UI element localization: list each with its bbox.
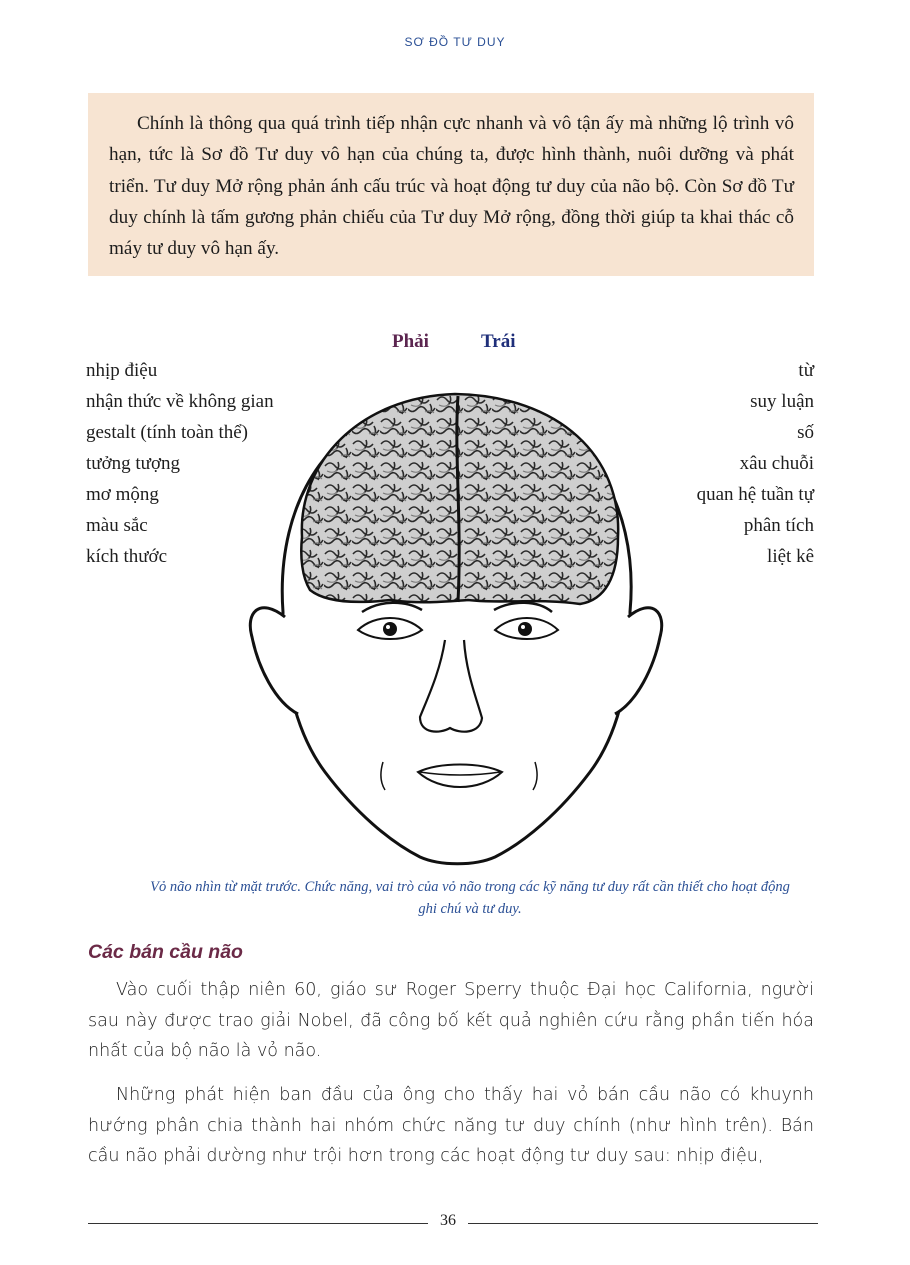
function-item: liệt kê [767, 546, 814, 567]
body-paragraph: Những phát hiện ban đầu của ông cho thấy hai vỏ bán cầu não có khuynh hướng phân chia thành hai nhóm chức năng tư duy chính (như hình trên). Bán cầu não phải dường như trội hơn trong các hoạt động tư duy sau: nhịp điệu, [88, 1085, 814, 1166]
head-brain-illustration [240, 372, 670, 872]
callout-box [88, 93, 814, 276]
function-item: suy luận [750, 391, 814, 412]
left-hemisphere-function-list [697, 355, 814, 572]
function-item: xâu chuỗi [739, 453, 814, 474]
running-head: SƠ ĐỒ TƯ DUY [404, 35, 506, 49]
footer-rule [88, 1223, 428, 1224]
page-footer [88, 1210, 818, 1234]
right-hemisphere-label: Phải [392, 331, 429, 352]
function-item: tưởng tượng [86, 453, 180, 474]
left-hemisphere-label: Trái [481, 331, 516, 352]
function-item: mơ mộng [86, 484, 159, 505]
function-item: kích thước [86, 546, 168, 567]
figure-caption: Vỏ não nhìn từ mặt trước. Chức năng, vai trò của vỏ não trong các kỹ năng tư duy rất cần thiết cho hoạt động ghi chú và tư duy. [150, 879, 790, 917]
footer-rule [468, 1223, 818, 1224]
page-number: 36 [440, 1212, 456, 1229]
function-item: số [797, 422, 814, 443]
function-item: từ [798, 360, 814, 381]
function-item: màu sắc [86, 515, 148, 536]
function-item: gestalt (tính toàn thể) [86, 422, 248, 443]
callout-text: Chính là thông qua quá trình tiếp nhận cực nhanh và vô tận ấy mà những lộ trình vô hạn, tức là Sơ đồ Tư duy vô hạn của chúng ta, được hình thành, nuôi dưỡng và phát triển. Tư duy Mở rộng phản ánh cấu trúc và hoạt động tư duy của não bộ. Còn Sơ đồ Tư duy chính là tấm gương phản chiếu của Tư duy Mở rộng, đồng thời giúp ta khai thác cỗ máy tư duy vô hạn ấy. [109, 113, 794, 260]
function-item: phân tích [743, 515, 814, 536]
function-item: nhận thức về không gian [86, 391, 274, 412]
section-heading: Các bán cầu não [88, 941, 243, 963]
function-item: quan hệ tuần tự [696, 484, 814, 505]
body-paragraph: Vào cuối thập niên 60, giáo sư Roger Sperry thuộc Đại học California, người sau này được trao giải Nobel, đã công bố kết quả nghiên cứu rằng phần tiến hóa nhất của bộ não là vỏ não. [88, 980, 814, 1061]
function-item: nhịp điệu [86, 360, 158, 381]
